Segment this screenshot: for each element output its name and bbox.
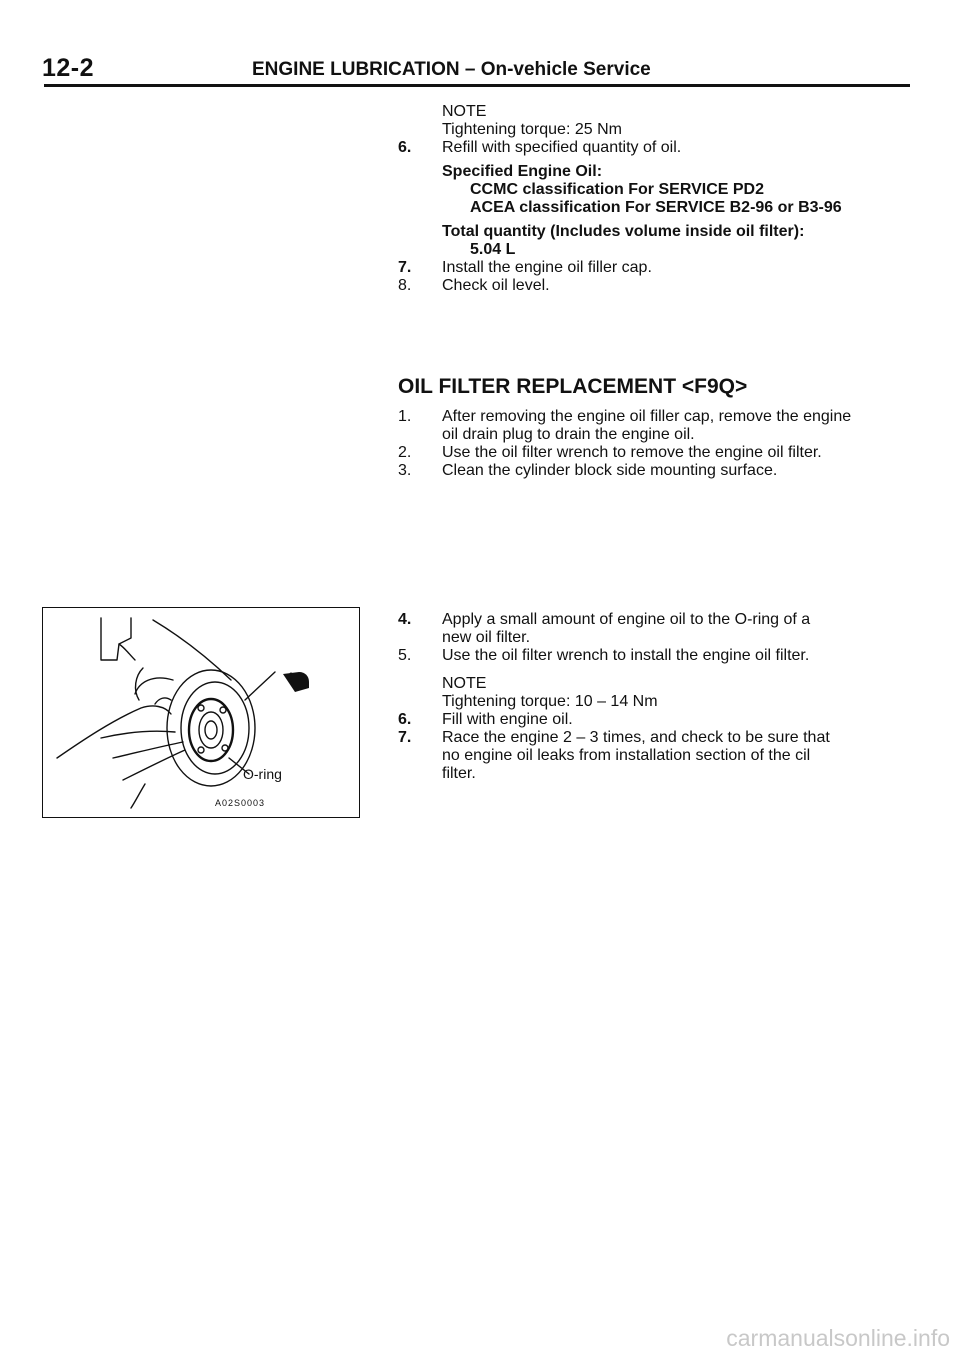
step-8 xyxy=(398,277,908,295)
install-procedure xyxy=(398,611,908,783)
note-label: NOTE xyxy=(442,103,487,120)
step-7 xyxy=(398,729,908,747)
step-text: Install the engine oil filler cap. xyxy=(442,259,652,276)
section-title: OIL FILTER REPLACEMENT <F9Q> xyxy=(398,375,748,398)
step-4-cont: new oil filter. xyxy=(442,629,531,646)
step-number: 7. xyxy=(398,259,412,276)
spec-acea: ACEA classification For SERVICE B2-96 or B3-96 xyxy=(470,199,842,216)
spec-ccmc: CCMC classification For SERVICE PD2 xyxy=(470,181,764,198)
step-1 xyxy=(398,408,908,426)
step-6 xyxy=(398,139,908,157)
page-header xyxy=(42,54,908,84)
step-6 xyxy=(398,711,908,729)
step-1-cont: oil drain plug to drain the engine oil. xyxy=(442,426,695,443)
header-title: ENGINE LUBRICATION – On-vehicle Service xyxy=(252,59,651,80)
step-text: Check oil level. xyxy=(442,277,550,294)
step-text: Use the oil filter wrench to remove the engine oil filter. xyxy=(442,444,822,461)
torque-spec: Tightening torque: 10 – 14 Nm xyxy=(442,693,658,710)
removal-procedure xyxy=(398,408,908,480)
step-number: 2. xyxy=(398,444,412,461)
page-number: 12-2 xyxy=(42,54,95,82)
note-label: NOTE xyxy=(442,675,487,692)
step-number: 6. xyxy=(398,139,412,156)
o-ring-callout: O-ring xyxy=(243,766,282,782)
step-5 xyxy=(398,647,908,665)
step-text: Race the engine 2 – 3 times, and check to be sure that xyxy=(442,729,830,746)
torque-spec: Tightening torque: 25 Nm xyxy=(442,121,622,138)
watermark: carmanualsonline.info xyxy=(726,1325,950,1351)
step-7 xyxy=(398,259,908,277)
step-4 xyxy=(398,611,908,629)
step-7-cont: filter. xyxy=(442,765,476,782)
refill-procedure xyxy=(398,103,908,295)
figure-code: A02S0003 xyxy=(215,798,266,808)
step-text: Refill with specified quantity of oil. xyxy=(442,139,682,156)
step-7-cont: no engine oil leaks from installation section of the cil xyxy=(442,747,811,764)
total-quantity-title: Total quantity (Includes volume inside oil filter): xyxy=(442,223,805,240)
oil-filter-drawing xyxy=(43,608,359,817)
step-number: 4. xyxy=(398,611,412,628)
step-text: Use the oil filter wrench to install the engine oil filter. xyxy=(442,647,810,664)
step-text: Apply a small amount of engine oil to the O-ring of a xyxy=(442,611,811,628)
step-number: 7. xyxy=(398,729,412,746)
step-number: 1. xyxy=(398,408,412,425)
step-2 xyxy=(398,444,908,462)
step-3 xyxy=(398,462,908,480)
oil-filter-illustration xyxy=(42,607,360,818)
total-quantity-value: 5.04 L xyxy=(470,241,516,258)
step-text: Fill with engine oil. xyxy=(442,711,573,728)
step-text: After removing the engine oil filler cap, remove the engine xyxy=(442,408,852,425)
step-number: 6. xyxy=(398,711,412,728)
step-number: 5. xyxy=(398,647,412,664)
step-number: 8. xyxy=(398,277,412,294)
spec-oil-title: Specified Engine Oil: xyxy=(442,163,603,180)
step-text: Clean the cylinder block side mounting surface. xyxy=(442,462,778,479)
header-rule xyxy=(44,84,910,87)
step-number: 3. xyxy=(398,462,412,479)
